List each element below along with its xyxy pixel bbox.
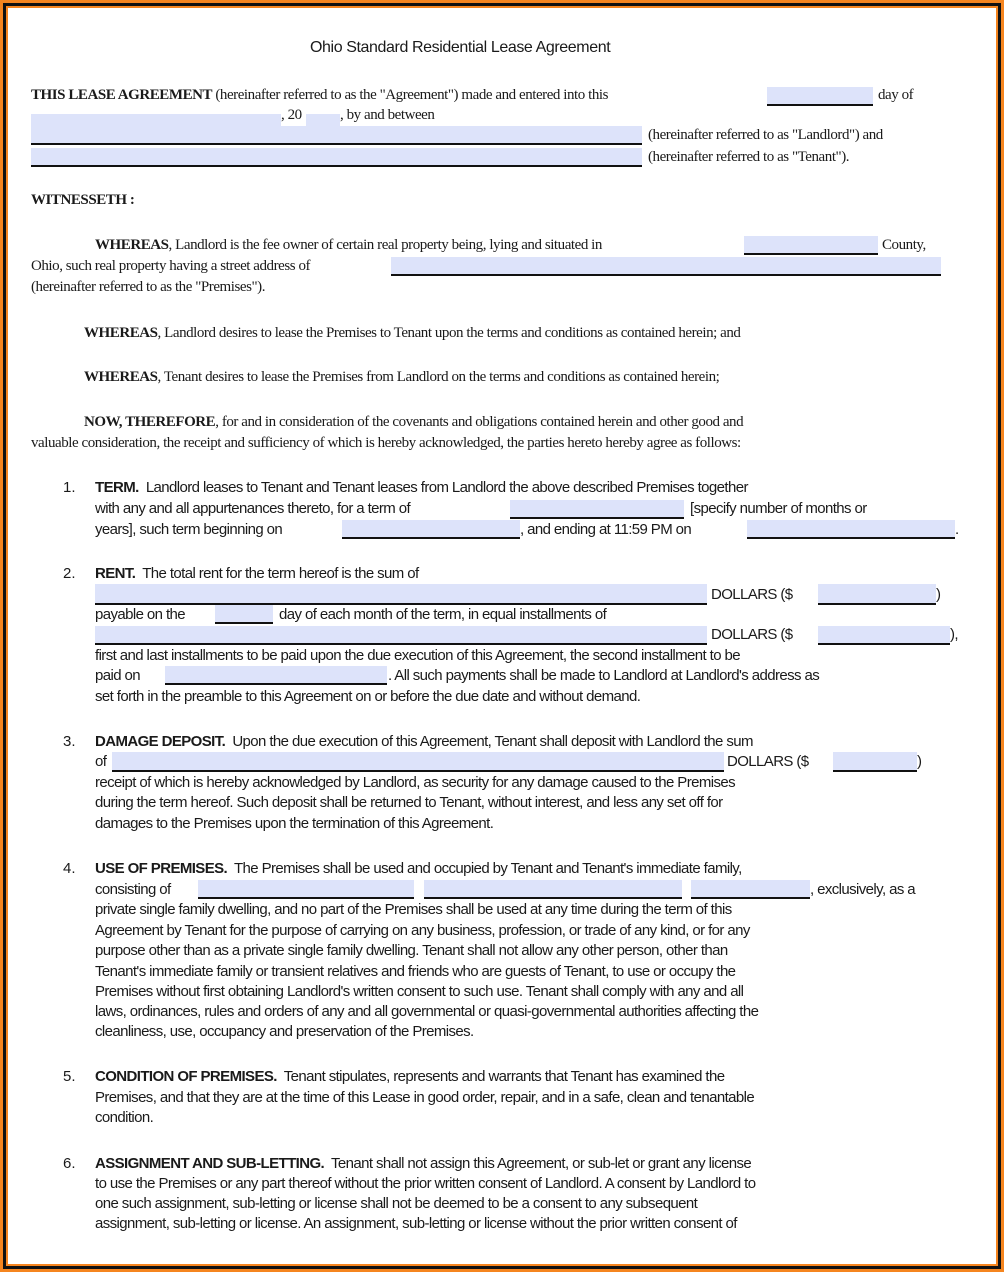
whereas-1-line-1: [95, 237, 602, 254]
section-2-text: The total rent for the term hereof is the sum of: [142, 565, 419, 582]
installment-amount-field[interactable]: [818, 626, 950, 645]
whereas-3-text: , Tenant desires to lease the Premises from Landlord on the terms and conditions as contained herein;: [157, 369, 720, 385]
section-1-line-3-mid: , and ending at 11:59 PM on: [520, 521, 692, 538]
section-1-line-1: [95, 479, 748, 496]
document-page: [8, 8, 996, 1264]
occupant-2-field[interactable]: [424, 880, 682, 899]
term-end-field[interactable]: [747, 520, 955, 539]
section-4-line-8: laws, ordinances, rules and orders of any and all governmental or quasi-governmental authorities affecting the: [95, 1003, 759, 1020]
agreement-day-field[interactable]: [767, 87, 873, 106]
section-5-line-3: condition.: [95, 1109, 154, 1126]
section-4-text: The Premises shall be used and occupied by Tenant and Tenant's immediate family,: [233, 860, 742, 877]
section-4-heading: USE OF PREMISES.: [95, 860, 228, 877]
section-4-line-9: cleanliness, use, occupancy and preservation of the Premises.: [95, 1023, 474, 1040]
section-2-line-3-end: day of each month of the term, in equal installments of: [279, 606, 607, 623]
deposit-words-field[interactable]: [112, 752, 724, 772]
section-1-text: Landlord leases to Tenant and Tenant leases from Landlord the above described Premises together: [145, 479, 748, 496]
landlord-name-field[interactable]: [31, 126, 642, 145]
now-therefore-line-2: valuable consideration, the receipt and sufficiency of which is hereby acknowledged, the parties hereto hereby agree as follows:: [31, 435, 741, 451]
section-2-line-1: [95, 565, 419, 582]
section-1-line-2-end: [specify number of months or: [690, 500, 867, 517]
section-2-dollars-1-close: ): [936, 586, 941, 603]
section-2-dollars-1: DOLLARS ($: [711, 586, 793, 603]
section-2-dollars-2: DOLLARS ($: [711, 626, 793, 643]
tenant-suffix: (hereinafter referred to as "Tenant").: [648, 149, 850, 165]
preamble-bold-lead: THIS LEASE AGREEMENT: [31, 87, 213, 103]
section-3-line-4: during the term hereof. Such deposit shall be returned to Tenant, without interest, and less any set off for: [95, 794, 723, 811]
preamble-text: (hereinafter referred to as the "Agreement") made and entered into this: [215, 87, 608, 103]
whereas-1-county: County,: [882, 237, 926, 253]
preamble-line-1: [31, 87, 608, 104]
section-4-line-6: Tenant's immediate family or transient relatives and friends who are guests of Tenant, to use or occupy the: [95, 963, 736, 980]
section-6-text: Tenant shall not assign this Agreement, or sub-let or grant any license: [330, 1155, 752, 1172]
now-therefore-line-1: [84, 414, 743, 431]
section-2-line-3: payable on the: [95, 606, 186, 623]
section-6-heading: ASSIGNMENT AND SUB-LETTING.: [95, 1155, 325, 1172]
section-1-line-2: with any and all appurtenances thereto, for a term of: [95, 500, 411, 517]
street-address-field[interactable]: [391, 257, 941, 276]
section-2-dollars-2-close: ),: [950, 626, 958, 643]
section-3-line-2: of: [95, 753, 107, 770]
section-4-line-4: Agreement by Tenant for the purpose of carrying on any business, profession, or trade of any kind, or for any: [95, 922, 750, 939]
section-5-text: Tenant stipulates, represents and warrants that Tenant has examined the: [283, 1068, 725, 1085]
deposit-amount-field[interactable]: [833, 752, 917, 772]
preamble-twenty: , 20: [281, 107, 302, 123]
occupant-3-field[interactable]: [691, 880, 810, 899]
installment-words-field[interactable]: [95, 626, 707, 645]
section-1-line-3: years], such term beginning on: [95, 521, 283, 538]
section-4-line-2: consisting of: [95, 881, 171, 898]
section-1-period: .: [955, 521, 959, 538]
section-5-heading: CONDITION OF PREMISES.: [95, 1068, 277, 1085]
total-rent-words-field[interactable]: [95, 584, 707, 605]
section-6-line-3: one such assignment, sub-letting or license shall not be deemed to be a consent to any subsequent: [95, 1195, 698, 1212]
term-length-field[interactable]: [510, 500, 684, 519]
whereas-1-bold: WHEREAS: [95, 237, 169, 253]
section-3-line-1: [95, 733, 753, 750]
section-3-text: Upon the due execution of this Agreement, Tenant shall deposit with Landlord the sum: [232, 733, 753, 750]
now-therefore-text: , for and in consideration of the covenants and obligations contained herein and other good and: [215, 414, 744, 430]
whereas-3: [84, 369, 719, 386]
section-2-line-7: set forth in the preamble to this Agreement on or before the due date and without demand.: [95, 688, 641, 705]
whereas-3-bold: WHEREAS: [84, 369, 158, 385]
whereas-1-line-3: (hereinafter referred to as the "Premises").: [31, 279, 265, 295]
section-4-line-2-end: , exclusively, as a: [810, 881, 916, 898]
payable-day-field[interactable]: [215, 605, 273, 624]
section-3-number: 3.: [63, 733, 76, 750]
whereas-2-bold: WHEREAS: [84, 325, 158, 341]
second-installment-date-field[interactable]: [165, 666, 387, 685]
section-4-line-1: [95, 860, 742, 877]
county-field[interactable]: [744, 236, 878, 255]
whereas-2-text: , Landlord desires to lease the Premises to Tenant upon the terms and conditions as contained herein; and: [157, 325, 741, 341]
section-3-heading: DAMAGE DEPOSIT.: [95, 733, 226, 750]
section-3-dollars: DOLLARS ($: [727, 753, 809, 770]
section-2-line-5: first and last installments to be paid upon the due execution of this Agreement, the second installment to be: [95, 647, 741, 664]
section-4-line-3: private single family dwelling, and no part of the Premises shall be used at any time during the term of this: [95, 901, 732, 918]
total-rent-amount-field[interactable]: [818, 584, 936, 605]
section-2-line-6: paid on: [95, 667, 141, 684]
whereas-1-line-2: Ohio, such real property having a street address of: [31, 258, 311, 274]
section-1-heading: TERM.: [95, 479, 139, 496]
whereas-1-text: , Landlord is the fee owner of certain real property being, lying and situated in: [168, 237, 602, 253]
witnesseth-heading: [31, 192, 134, 209]
section-3-dollars-close: ): [917, 753, 922, 770]
witnesseth-text: WITNESSETH :: [31, 192, 135, 208]
section-3-line-5: damages to the Premises upon the termination of this Agreement.: [95, 815, 494, 832]
preamble-day-of: day of: [878, 87, 914, 103]
term-start-field[interactable]: [342, 520, 520, 539]
section-4-line-7: Premises without first obtaining Landlord's written consent to such use. Tenant shall comply with any and all: [95, 983, 744, 1000]
section-4-line-5: purpose other than as a private single family dwelling. Tenant shall not allow any other person, other than: [95, 942, 728, 959]
occupant-1-field[interactable]: [198, 880, 414, 899]
preamble-by-and-between: , by and between: [340, 107, 435, 123]
section-5-line-2: Premises, and that they are at the time of this Lease in good order, repair, and in a safe, clean and tenantable: [95, 1089, 755, 1106]
section-2-line-6-end: . All such payments shall be made to Landlord at Landlord's address as: [388, 667, 820, 684]
section-2-heading: RENT.: [95, 565, 136, 582]
section-6-number: 6.: [63, 1155, 76, 1172]
section-6-line-2: to use the Premises or any part thereof without the prior written consent of Landlord. A consent by Landlord to: [95, 1175, 756, 1192]
now-therefore-bold: NOW, THEREFORE: [84, 414, 216, 430]
landlord-suffix: (hereinafter referred to as "Landlord") and: [648, 127, 883, 143]
section-3-line-3: receipt of which is hereby acknowledged by Landlord, as security for any damage caused to the Premises: [95, 774, 736, 791]
section-5-number: 5.: [63, 1068, 76, 1085]
section-4-number: 4.: [63, 860, 76, 877]
section-6-line-1: [95, 1155, 751, 1172]
section-1-number: 1.: [63, 479, 76, 496]
section-6-line-4: assignment, sub-letting or license. An assignment, sub-letting or license without the prior written consent of: [95, 1215, 737, 1232]
whereas-2: [84, 325, 740, 342]
section-2-number: 2.: [63, 565, 76, 582]
page-title: Ohio Standard Residential Lease Agreement: [310, 39, 611, 56]
section-5-line-1: [95, 1068, 724, 1085]
tenant-name-field[interactable]: [31, 148, 642, 167]
